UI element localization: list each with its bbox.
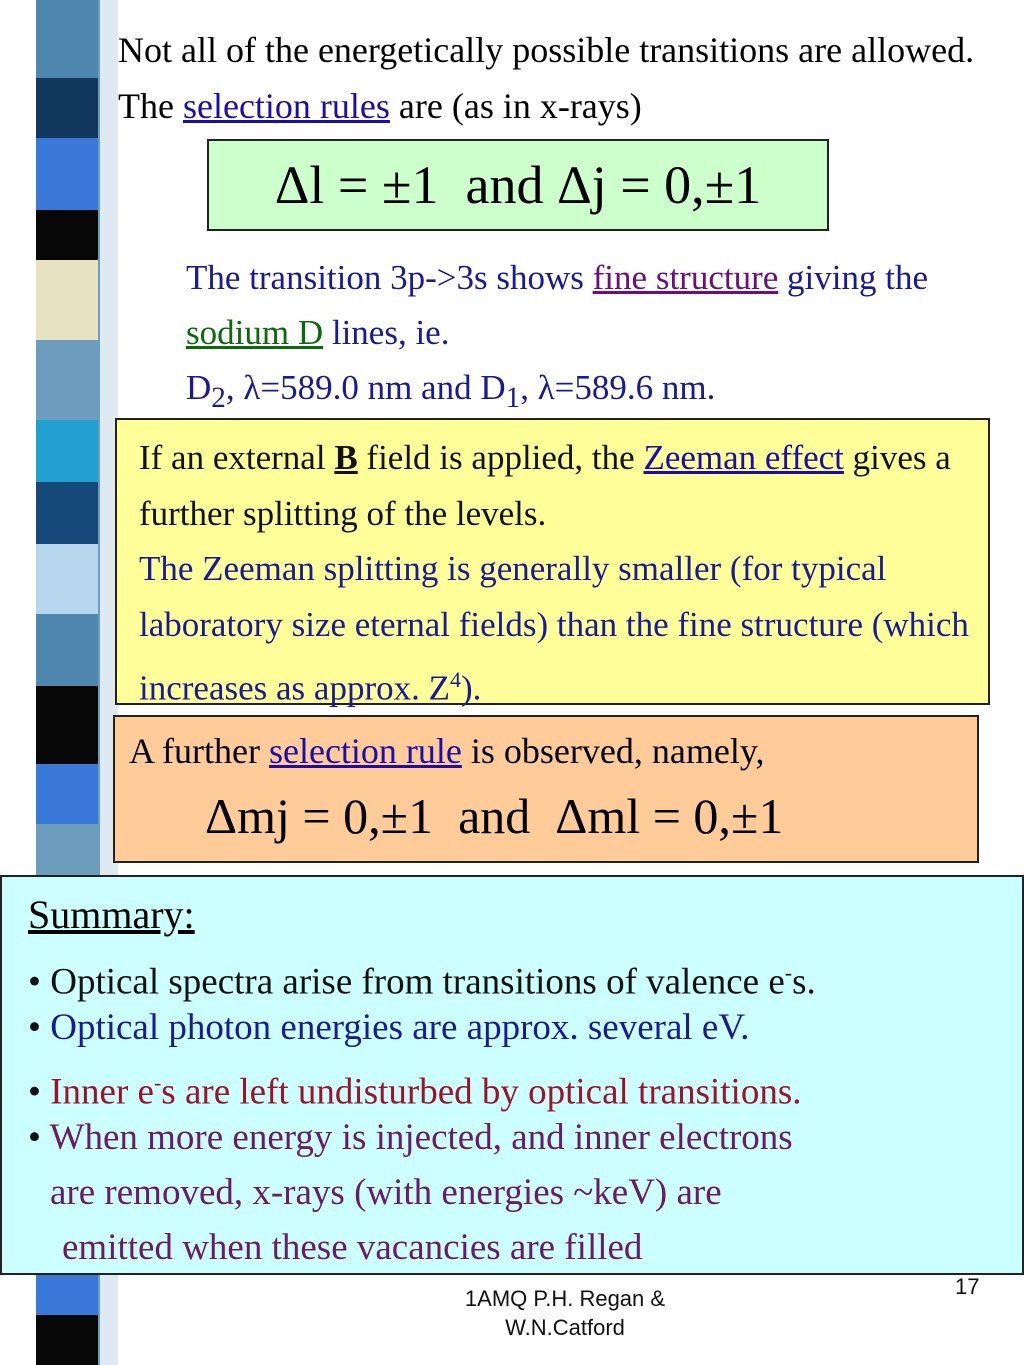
zeeman-text-3: gives a further splitting of the levels.: [139, 438, 951, 533]
selection-rule-link[interactable]: selection rule: [268, 731, 462, 771]
summary-box: [0, 875, 1024, 1275]
bullet-1-text: Optical spectra arise from transitions of valence e: [40, 961, 785, 1003]
bullet-icon: •: [28, 1071, 41, 1113]
fine-structure-text-2: giving the: [778, 258, 928, 297]
zeeman-box: [115, 418, 990, 708]
fine-structure-text-3: lines, ie.: [323, 313, 450, 352]
bullet-4-line-1: When more energy is injected, and inner electrons: [49, 1117, 793, 1158]
b-field-symbol: B: [334, 438, 358, 477]
magnetic-selection-equation: Δmj = 0,±1 and Δml = 0,±1: [205, 788, 784, 844]
footer-authors: [440, 1284, 690, 1342]
zeeman-text: If an external: [139, 438, 335, 477]
further-rule-text-2: is observed, namely,: [461, 731, 765, 771]
intro-text-end: are (as in x-rays): [389, 86, 642, 126]
zeeman-text-end: ).: [460, 668, 482, 708]
d1-wavelength: , λ=589.6 nm.: [520, 368, 716, 407]
bullet-1-text-end: s.: [792, 961, 816, 1003]
d1-label: D: [480, 368, 506, 407]
further-selection-rule-box: [113, 715, 979, 863]
selection-rules-link[interactable]: selection rules: [182, 86, 390, 126]
summary-bullet-4: [28, 1110, 793, 1165]
summary-title: Summary:: [28, 892, 195, 937]
footer-line-2: W.N.Catford: [505, 1315, 625, 1340]
further-rule-line: [129, 723, 764, 779]
bullet-icon: •: [28, 1117, 41, 1158]
bullet-3-text-end: s are left undisturbed by optical transitions.: [161, 1071, 802, 1113]
bullet-2-text: Optical photon energies are approx. several eV.: [50, 1007, 750, 1048]
fine-structure-paragraph: [186, 250, 966, 426]
zeeman-paragraph: [139, 430, 979, 716]
d2-wavelength: , λ=589.0 nm and: [225, 368, 481, 407]
d2-label: D: [186, 368, 212, 407]
fine-structure-text: The transition 3p->3s shows: [186, 258, 593, 297]
page-number: 17: [955, 1274, 980, 1299]
zeeman-splitting-text: The Zeeman splitting is generally smaller (for typical laboratory size eternal fields) than the fine structure (which increases as approx. Z: [139, 549, 969, 708]
zeeman-text-2: field is applied, the: [357, 438, 644, 477]
summary-bullet-2: [28, 1000, 750, 1055]
bullet-4-line-3: emitted when these vacancies are filled: [62, 1227, 643, 1268]
d2-subscript: 2: [211, 382, 226, 414]
bullet-3-sup: -: [153, 1070, 162, 1095]
intro-paragraph: [118, 22, 1018, 134]
fine-structure-link[interactable]: fine structure: [592, 258, 779, 297]
bullet-3-text: Inner e: [50, 1071, 154, 1113]
bullet-icon: •: [28, 961, 41, 1003]
sodium-d-link[interactable]: sodium D: [186, 313, 324, 352]
z-exponent: 4: [449, 667, 461, 692]
footer-line-1: 1AMQ P.H. Regan &: [464, 1286, 666, 1311]
intro-text: Not all of the energetically possible transitions are allowed. The: [118, 30, 975, 126]
bullet-4-line-2: are removed, x-rays (with energies ~keV) are: [50, 1172, 722, 1213]
zeeman-effect-link[interactable]: Zeeman effect: [643, 438, 844, 477]
d1-subscript: 1: [505, 382, 521, 414]
further-rule-text: A further: [129, 731, 269, 771]
bullet-icon: •: [28, 1007, 41, 1048]
bullet-1-sup: -: [784, 960, 793, 985]
selection-rules-equation: Δl = ±1 and Δj = 0,±1: [207, 139, 829, 231]
